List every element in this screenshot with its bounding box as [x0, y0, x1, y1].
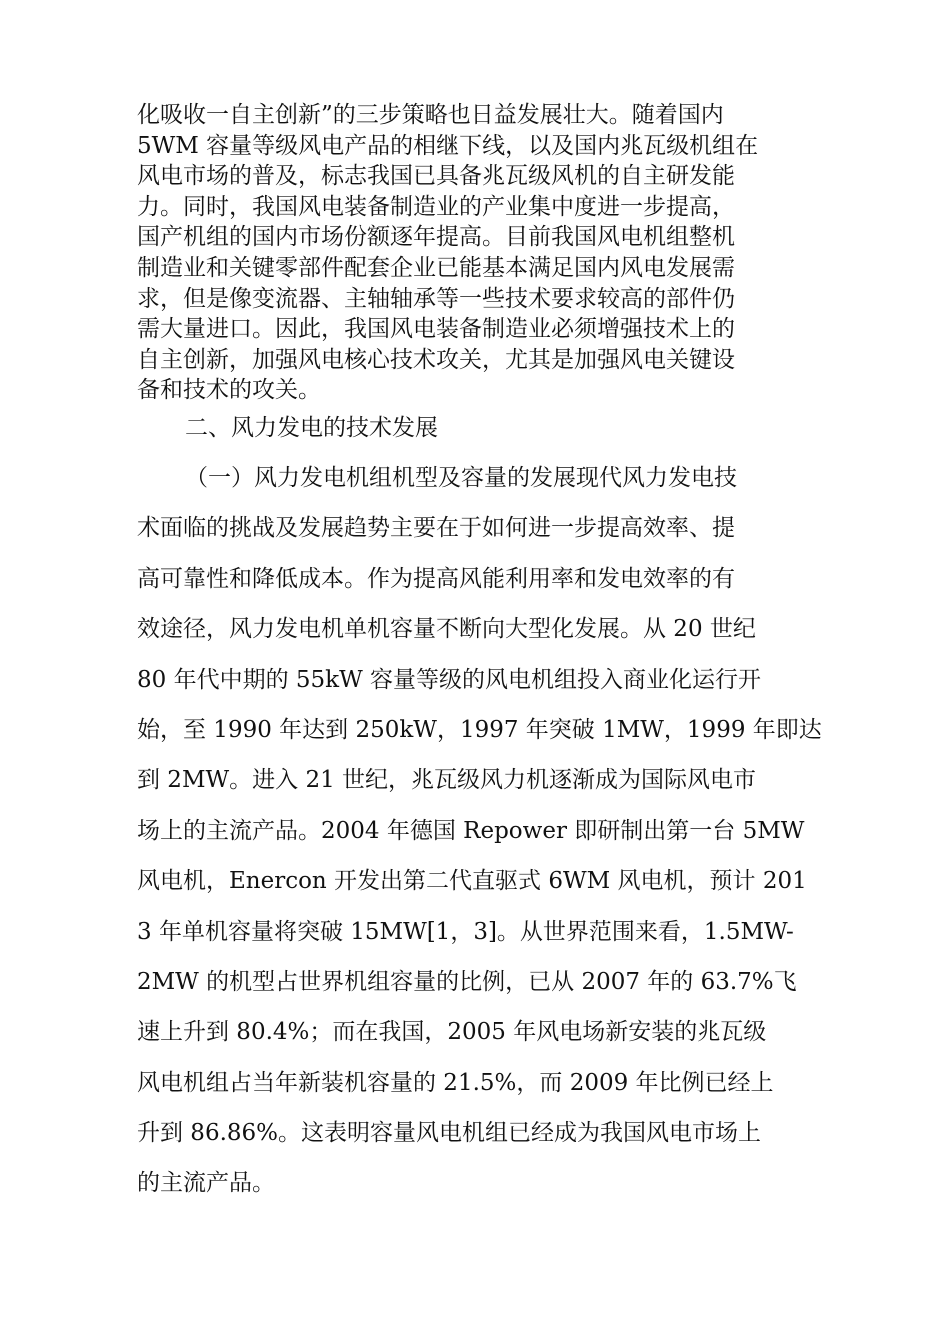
section-heading: 二、风力发电的技术发展 [185, 415, 438, 441]
text-line: 到 2MW。进入 21 世纪，兆瓦级风力机逐渐成为国际风电市 [137, 767, 757, 794]
text-line: 自主创新，加强风电核心技术攻关，尤其是加强风电关键设 [137, 346, 735, 373]
paragraph-intro [137, 100, 827, 406]
text-line: 需大量进口。因此，我国风电装备制造业必须增强技术上的 [137, 316, 735, 343]
text-line: 效途径，风力发电机单机容量不断向大型化发展。从 20 世纪 [137, 616, 756, 643]
text-line: 术面临的挑战及发展趋势主要在于如何进一步提高效率、提 [137, 515, 735, 542]
text-line: 高可靠性和降低成本。作为提高风能利用率和发电效率的有 [137, 565, 735, 592]
text-line: 80 年代中期的 55kW 容量等级的风电机组投入商业化运行开 [137, 666, 762, 693]
text-line: 风电机，Enercon 开发出第二代直驱式 6WM 风电机，预计 201 [137, 868, 807, 895]
section-heading-block [137, 408, 827, 448]
text-line: 国产机组的国内市场份额逐年提高。目前我国风电机组整机 [137, 224, 735, 251]
text-line: 力。同时，我国风电装备制造业的产业集中度进一步提高， [137, 193, 735, 220]
text-line: 速上升到 80.4%；而在我国，2005 年风电场新安装的兆瓦级 [137, 1019, 767, 1046]
text-line: 风电市场的普及，标志我国已具备兆瓦级风机的自主研发能 [137, 163, 735, 190]
text-line: 化吸收一自主创新”的三步策略也日益发展壮大。随着国内 [137, 102, 724, 128]
text-line: 5WM 容量等级风电产品的相继下线，以及国内兆瓦级机组在 [137, 132, 759, 159]
text-line: 制造业和关键零部件配套企业已能基本满足国内风电发展需 [137, 254, 735, 281]
text-line: 备和技术的攻关。 [137, 377, 321, 404]
text-line: 求，但是像变流器、主轴轴承等一些技术要求较高的部件仍 [137, 285, 735, 312]
text-line: 的主流产品。 [137, 1170, 275, 1197]
text-line: 3 年单机容量将突破 15MW[1，3]。从世界范围来看，1.5MW- [137, 918, 794, 945]
text-line: （一）风力发电机组机型及容量的发展现代风力发电技 [185, 465, 737, 491]
text-line: 风电机组占当年新装机容量的 21.5%，而 2009 年比例已经上 [137, 1069, 774, 1096]
text-line: 始，至 1990 年达到 250kW，1997 年突破 1MW，1999 年即达 [137, 716, 822, 743]
paragraph-tech-development [137, 453, 827, 1209]
text-line: 场上的主流产品。2004 年德国 Repower 即研制出第一台 5MW [137, 817, 805, 844]
text-line: 升到 86.86%。这表明容量风电机组已经成为我国风电市场上 [137, 1120, 762, 1147]
text-line: 2MW 的机型占世界机组容量的比例，已从 2007 年的 63.7%飞 [137, 968, 797, 995]
